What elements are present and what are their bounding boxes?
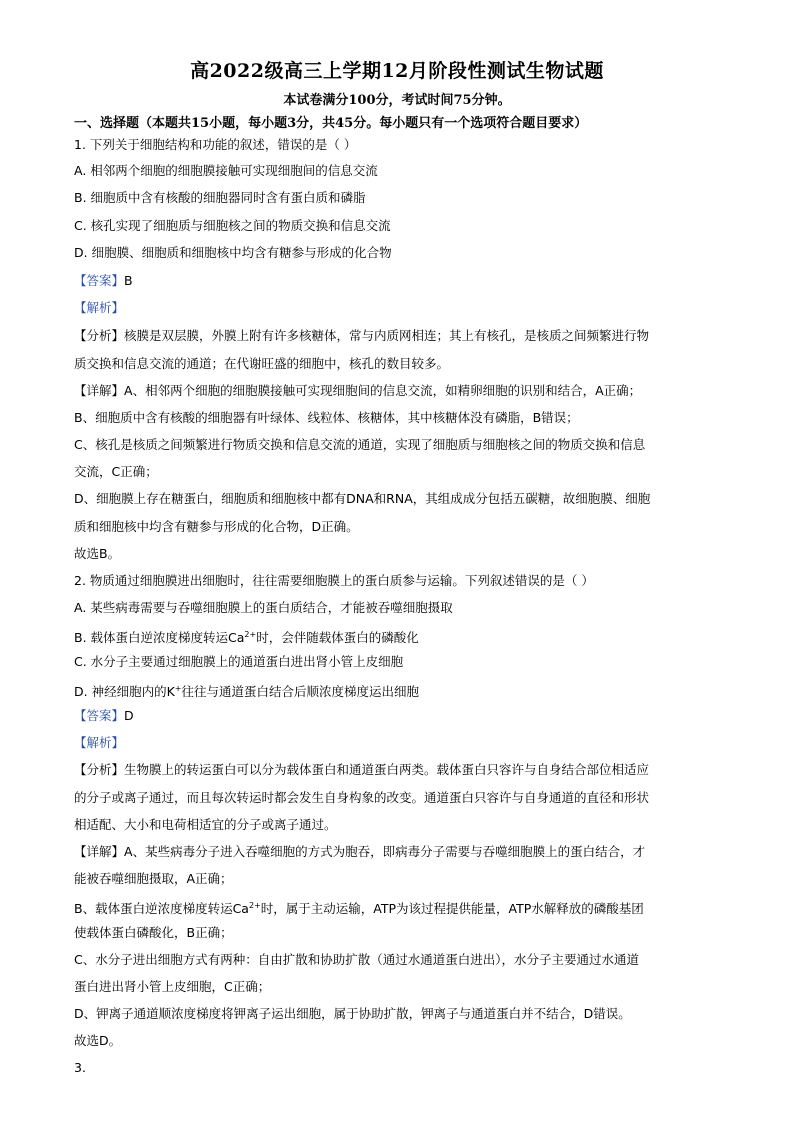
exam-info: 本试卷满分100分，考试时间75分钟。 — [283, 93, 511, 108]
q2-fenxi-line3: 相适配、大小和电荷相适宜的分子或离子通过。 — [74, 817, 337, 832]
q1-detail-a: 【详解】A、相邻两个细胞的细胞膜接触可实现细胞间的信息交流，如精卵细胞的识别和结合，A正确； — [74, 383, 642, 398]
q1-option-d: D. 细胞膜、细胞质和细胞核中均含有糖参与形成的化合物 — [74, 245, 392, 260]
q1-detail-c-line2: 交流，C正确； — [74, 464, 158, 479]
q1-analysis-tag: 【解析】 — [74, 300, 125, 315]
q2-detail-b: B、载体蛋白逆浓度梯度转运$Ca^{2+}$时，属于主动运输，ATP为该过程提供能量，ATP水解释放的磷酸基团 — [74, 901, 644, 917]
q2-stem: 2. 物质通过细胞膜进出细胞时，往往需要细胞膜上的蛋白质参与运输。下列叙述错误的是（ ） — [74, 573, 594, 588]
q2-detail-b-line2: 使载体蛋白磷酸化，B正确； — [74, 925, 233, 940]
xiangjie-tag: 【详解】 — [74, 844, 125, 859]
answer-tag: 【答案】 — [74, 708, 125, 723]
q1-detail-d-line2: 质和细胞核中均含有糖参与形成的化合物，D正确。 — [74, 519, 359, 534]
section-heading: 一、选择题（本题共15小题，每小题3分，共45分。每小题只有一个选项符合题目要求） — [74, 116, 588, 131]
q1-option-a: A. 相邻两个细胞的细胞膜接触可实现细胞间的信息交流 — [74, 163, 378, 178]
answer-tag: 【答案】 — [74, 273, 125, 288]
q1-detail-d: D、细胞膜上存在糖蛋白，细胞质和细胞核中都有DNA和RNA，其组成成分包括五碳糖，故细胞膜、细胞 — [74, 491, 651, 506]
q2-option-b: B. 载体蛋白逆浓度梯度转运$Ca^{2+}$时，会伴随载体蛋白的磷酸化 — [74, 630, 419, 646]
answer-value: B — [124, 273, 133, 288]
q2-conclusion: 故选D。 — [74, 1033, 122, 1048]
fenxi-tag: 【分析】 — [74, 328, 125, 343]
q1-detail-b: B、细胞质中含有核酸的细胞器有叶绿体、线粒体、核糖体，其中核糖体没有磷脂，B错误； — [74, 410, 579, 425]
q2-analysis-tag: 【解析】 — [74, 735, 125, 750]
q1-detail-c: C、核孔是核质之间频繁进行物质交换和信息交流的通道，实现了细胞质与细胞核之间的物质交换和信息 — [74, 437, 646, 452]
q1-option-c: C. 核孔实现了细胞质与细胞核之间的物质交换和信息交流 — [74, 218, 391, 233]
xiangjie-tag: 【详解】 — [74, 383, 125, 398]
fenxi-tag: 【分析】 — [74, 762, 125, 777]
q2-option-c: C. 水分子主要通过细胞膜上的通道蛋白进出肾小管上皮细胞 — [74, 654, 404, 669]
q2-detail-c: C、水分子进出细胞方式有两种：自由扩散和协助扩散（通过水通道蛋白进出），水分子主要通过水通道 — [74, 952, 639, 967]
q2-fenxi: 【分析】生物膜上的转运蛋白可以分为载体蛋白和通道蛋白两类。载体蛋白只容许与自身结合部位相适应 — [74, 762, 650, 777]
q2-detail-d: D、钾离子通道顺浓度梯度将钾离子运出细胞，属于协助扩散，钾离子与通道蛋白并不结合，D错误。 — [74, 1006, 631, 1021]
q2-answer — [74, 708, 134, 724]
q2-option-a: A. 某些病毒需要与吞噬细胞膜上的蛋白质结合，才能被吞噬细胞摄取 — [74, 600, 453, 615]
q2-fenxi-line2: 的分子或离子通过，而且每次转运时都会发生自身构象的改变。通道蛋白只容许与自身通道的直径和形状 — [74, 790, 650, 805]
q2-detail-c-line2: 蛋白进出肾小管上皮细胞，C正确； — [74, 979, 271, 994]
answer-value: D — [124, 708, 134, 723]
q1-stem: 1. 下列关于细胞结构和功能的叙述，错误的是（ ） — [74, 137, 357, 152]
q1-fenxi-line2: 质交换和信息交流的通道；在代谢旺盛的细胞中，核孔的数目较多。 — [74, 356, 450, 371]
page-title: 高2022级高三上学期12月阶段性测试生物试题 — [190, 60, 604, 82]
q2-detail-a-line2: 能被吞噬细胞摄取，A正确； — [74, 871, 233, 886]
q2-option-d: D. 神经细胞内的K+往往与通道蛋白结合后顺浓度梯度运出细胞 — [74, 684, 419, 700]
q3-stem: 3. — [74, 1060, 86, 1075]
q1-conclusion: 故选B。 — [74, 546, 121, 561]
q1-fenxi: 【分析】核膜是双层膜，外膜上附有许多核糖体，常与内质网相连；其上有核孔，是核质之间频繁进行物 — [74, 328, 650, 343]
q2-detail-a: 【详解】A、某些病毒分子进入吞噬细胞的方式为胞吞，即病毒分子需要与吞噬细胞膜上的蛋白结合，才 — [74, 844, 646, 859]
q1-option-b: B. 细胞质中含有核酸的细胞器同时含有蛋白质和磷脂 — [74, 190, 366, 205]
q1-answer — [74, 273, 133, 289]
